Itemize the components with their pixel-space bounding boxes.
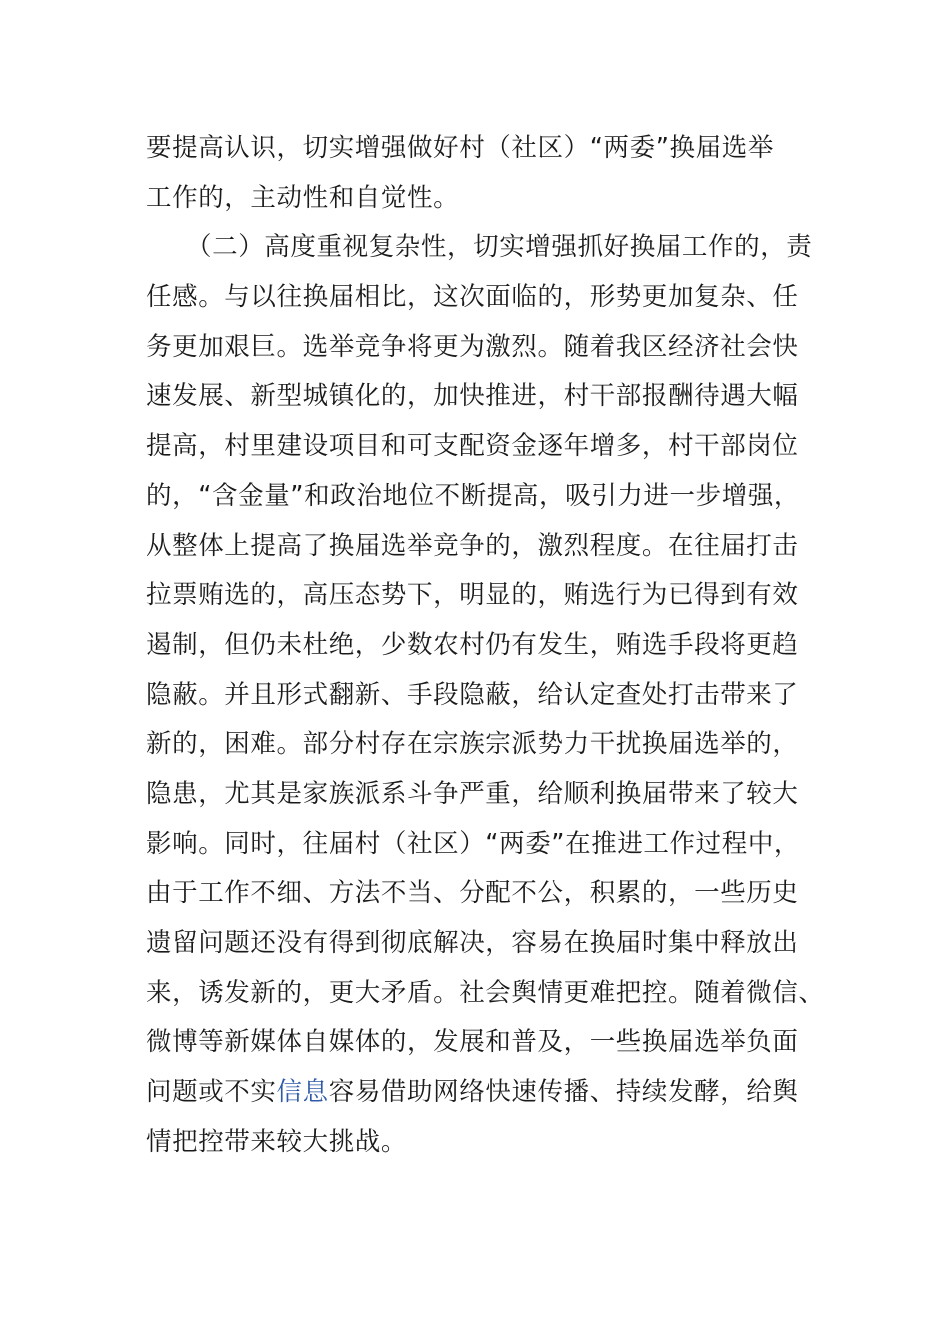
text-line: 情把控带来较大挑战。 [146, 1126, 408, 1157]
text-line: 来，诱发新的，更大矛盾。社会舆情更难把控。随着微信、 [146, 977, 825, 1008]
text-line-with-link [146, 1068, 806, 1118]
text-segment: 容易借助网络快速传播、持续发酵，给舆 [328, 1077, 799, 1108]
info-link[interactable]: 信息 [276, 1077, 329, 1108]
text-line: 务更加艰巨。选举竞争将更为激烈。随着我区经济社会快 [146, 331, 799, 362]
text-line: 遏制，但仍未杜绝，少数农村仍有发生，贿选手段将更趋 [146, 629, 799, 660]
text-line: 任感。与以往换届相比，这次面临的，形势更加复杂、任 [146, 282, 799, 313]
section-heading-line: （二）高度重视复杂性，切实增强抓好换届工作的，责 [186, 232, 813, 263]
text-line: 遗留问题还没有得到彻底解决，容易在换届时集中释放出 [146, 928, 799, 958]
text-segment: 问题或不实 [146, 1077, 277, 1108]
text-line: 隐蔽。并且形式翻新、手段隐蔽，给认定查处打击带来了 [146, 679, 799, 710]
text-line: 的，“含金量”和政治地位不断提高，吸引力进一步增强， [146, 480, 801, 511]
text-line: 速发展、新型城镇化的，加快推进，村干部报酬待遇大幅 [146, 381, 799, 412]
text-line: 影响。同时，往届村（社区）“两委”在推进工作过程中， [146, 828, 801, 859]
text-line: 工作的，主动性和自觉性。 [146, 182, 460, 213]
text-line: 从整体上提高了换届选举竞争的，激烈程度。在往届打击 [146, 530, 799, 561]
text-line: 隐患，尤其是家族派系斗争严重，给顺利换届带来了较大 [146, 778, 799, 809]
text-line: 拉票贿选的，高压态势下，明显的，贿选行为已得到有效 [146, 580, 799, 611]
text-line: 提高，村里建设项目和可支配资金逐年增多，村干部岗位 [146, 431, 799, 462]
body-text [146, 124, 825, 1167]
text-line: 由于工作不细、方法不当、分配不公，积累的，一些历史 [146, 878, 799, 909]
text-line: 要提高认识，切实增强做好村（社区）“两委”换届选举 [146, 133, 774, 163]
text-line: 新的，困难。部分村存在宗族宗派势力干扰换届选举的， [146, 729, 799, 760]
text-line: 微博等新媒体自媒体的，发展和普及，一些换届选举负面 [146, 1027, 799, 1058]
